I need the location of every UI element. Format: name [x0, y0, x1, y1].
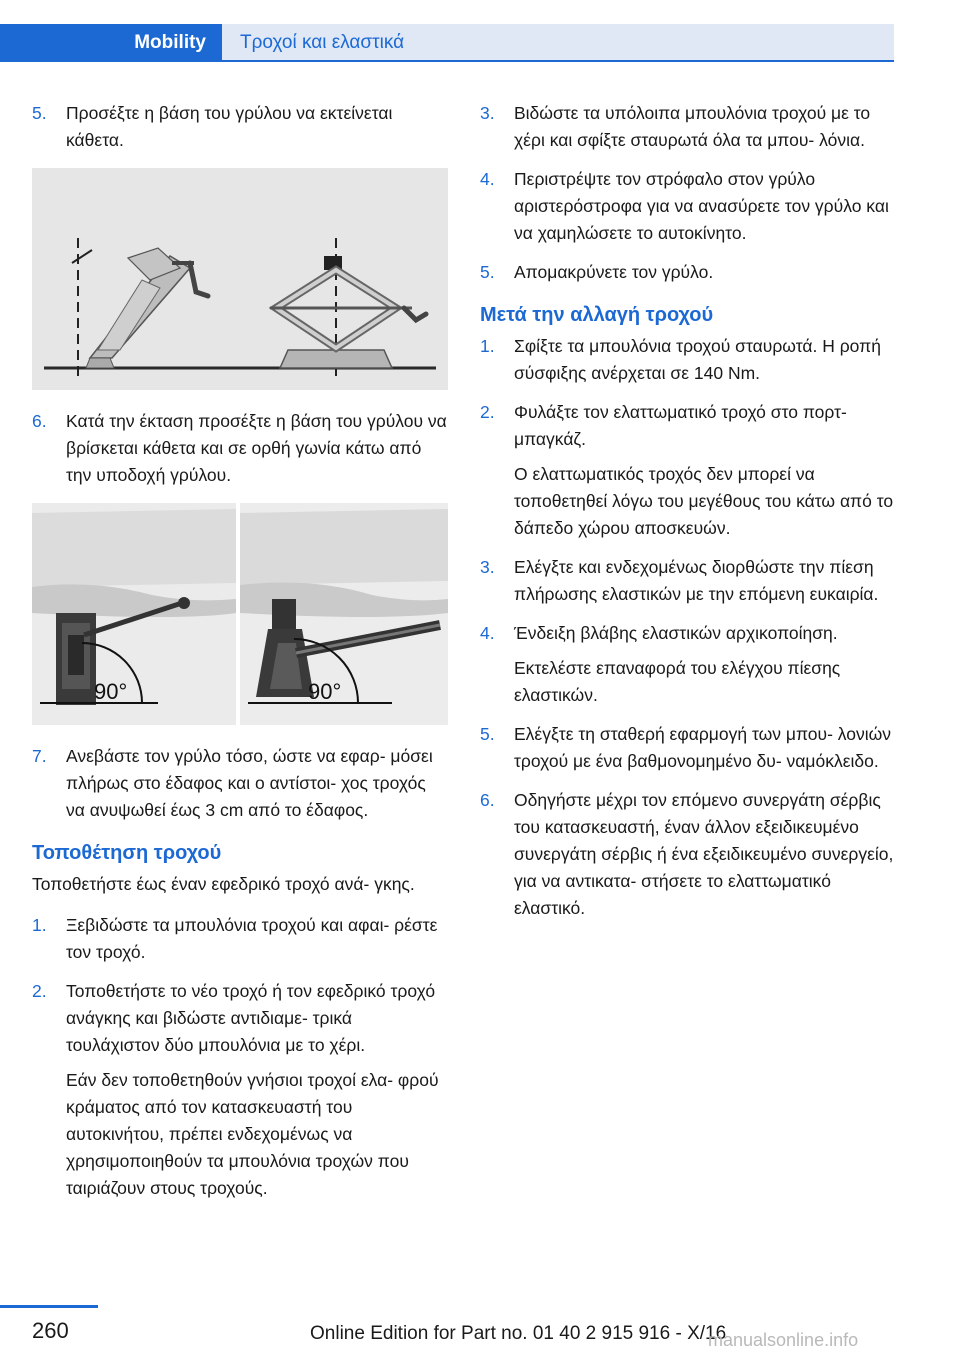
list-item [32, 408, 448, 489]
list-item [480, 259, 900, 286]
section-intro: Τοποθετήστε έως έναν εφεδρικό τροχό ανά‐ γκης. [32, 874, 415, 894]
step-number: 7. [32, 746, 47, 766]
edition-note: Online Edition for Part no. 01 40 2 915 916 - X/16 [310, 1323, 727, 1344]
step-note: Εκτελέστε επαναφορά του ελέγχου πίεσης ελαστικών. [514, 658, 841, 705]
step-text: Ξεβιδώστε τα μπουλόνια τροχού και αφαι‐ ρέστε τον τροχό. [66, 915, 438, 962]
list-item [480, 620, 900, 709]
step-text: Τοποθετήστε το νέο τροχό ή τον εφεδρικό τροχό ανάγκης και βιδώστε αντιδιαμε‐ τρικά τουλάχιστον δύο μπουλόνια με το χέρι. [66, 981, 436, 1055]
tab-mobility: Mobility [0, 24, 222, 62]
list-item [480, 333, 900, 387]
step-number: 2. [32, 981, 47, 1001]
list-item [480, 399, 900, 542]
step-number: 5. [480, 262, 495, 282]
section-title: Μετά την αλλαγή τροχού [480, 304, 714, 326]
tab-wheels-tires: Τροχοί και ελαστικά [222, 24, 894, 62]
section-title: Τοποθέτηση τροχού [32, 842, 222, 864]
step-number: 6. [480, 790, 495, 810]
step-text: Σφίξτε τα μπουλόνια τροχού σταυρωτά. Η ροπή σύσφιξης ανέρχεται σε 140 Nm. [514, 336, 881, 383]
list-item [480, 100, 900, 154]
step-number: 5. [480, 724, 495, 744]
step-number: 4. [480, 169, 495, 189]
step-text: Ένδειξη βλάβης ελαστικών αρχικοποίηση. [514, 623, 838, 643]
step-text: Οδηγήστε μέχρι τον επόμενο συνεργάτη σέρβις του κατασκευαστή, έναν άλλον εξειδικευμένο συνεργάτη σέρβις ή ένα εξειδικευμένο συνεργείο, για να αντικατα‐ στήσετε το ελαττωματικό ελαστικό. [514, 790, 894, 918]
step-number: 2. [480, 402, 495, 422]
list-item [32, 978, 448, 1202]
step-text: Απομακρύνετε τον γρύλο. [514, 262, 714, 282]
angle-label-left: 90° [94, 679, 128, 704]
footer-rule [0, 1305, 98, 1308]
page-header [0, 0, 960, 62]
step-number: 6. [32, 411, 47, 431]
left-column [32, 100, 448, 1214]
list-item [480, 554, 900, 608]
list-item [480, 787, 900, 922]
jack-diagram-figure [32, 168, 448, 390]
right-column [480, 100, 900, 934]
watermark: manualsonline.info [708, 1330, 859, 1350]
step-text: Φυλάξτε τον ελαττωματικό τροχό στο πορτ-μπαγκάζ. [514, 402, 847, 449]
step-number: 5. [32, 103, 47, 123]
list-item [32, 100, 448, 154]
step-number: 3. [480, 557, 495, 577]
jack-placement-figure [32, 503, 448, 725]
step-note: Εάν δεν τοποθετηθούν γνήσιοι τροχοί ελα‐ φρού κράματος από τον κατασκευαστή του αυτοκινήτου, πρέπει ενδεχομένως να χρησιμοποιηθούν τα μπουλόνια τροχών που ταιριάζουν στους τροχούς. [66, 1070, 439, 1198]
step-text: Ελέγξτε και ενδεχομένως διορθώστε την πίεση πλήρωσης ελαστικών με την επόμενη ευκαιρία. [514, 557, 879, 604]
list-item [480, 166, 900, 247]
step-text: Ελέγξτε τη σταθερή εφαρμογή των μπου‐ λονιών τροχού με ένα βαθμονομημένο δυ‐ ναμόκλειδο. [514, 724, 892, 771]
angle-label-right: 90° [308, 679, 342, 704]
jack-vertical-diagram [32, 168, 448, 390]
list-item [480, 721, 900, 775]
header-rule [0, 60, 894, 62]
step-number: 1. [32, 915, 47, 935]
step-number: 4. [480, 623, 495, 643]
step-text: Προσέξτε η βάση του γρύλου να εκτείνεται κάθετα. [66, 103, 393, 150]
step-text: Βιδώστε τα υπόλοιπα μπουλόνια τροχού με το χέρι και σφίξτε σταυρωτά όλα τα μπου‐ λόνια. [514, 103, 871, 150]
page-number: 260 [32, 1318, 69, 1343]
list-item [32, 912, 448, 966]
step-text: Ανεβάστε τον γρύλο τόσο, ώστε να εφαρ‐ μόσει πλήρως στο έδαφος και ο αντίστοι‐ χος τροχός να ανυψωθεί έως 3 cm από το έδαφος. [66, 746, 433, 820]
step-text: Κατά την έκταση προσέξτε η βάση του γρύλου να βρίσκεται κάθετα και σε ορθή γωνία κάτω από την υποδοχή γρύλου. [66, 411, 447, 485]
jack-placement-photos [32, 503, 448, 725]
step-note: Ο ελαττωματικός τροχός δεν μπορεί να τοποθετηθεί λόγω του μεγέθους του κάτω από το δάπεδο χώρου αποσκευών. [514, 464, 894, 538]
list-item [32, 743, 448, 824]
step-number: 1. [480, 336, 495, 356]
step-number: 3. [480, 103, 495, 123]
step-text: Περιστρέψτε τον στρόφαλο στον γρύλο αριστερόστροφα για να ανασύρετε τον γρύλο και να χαμηλώσετε το αυτοκίνητο. [514, 169, 889, 243]
